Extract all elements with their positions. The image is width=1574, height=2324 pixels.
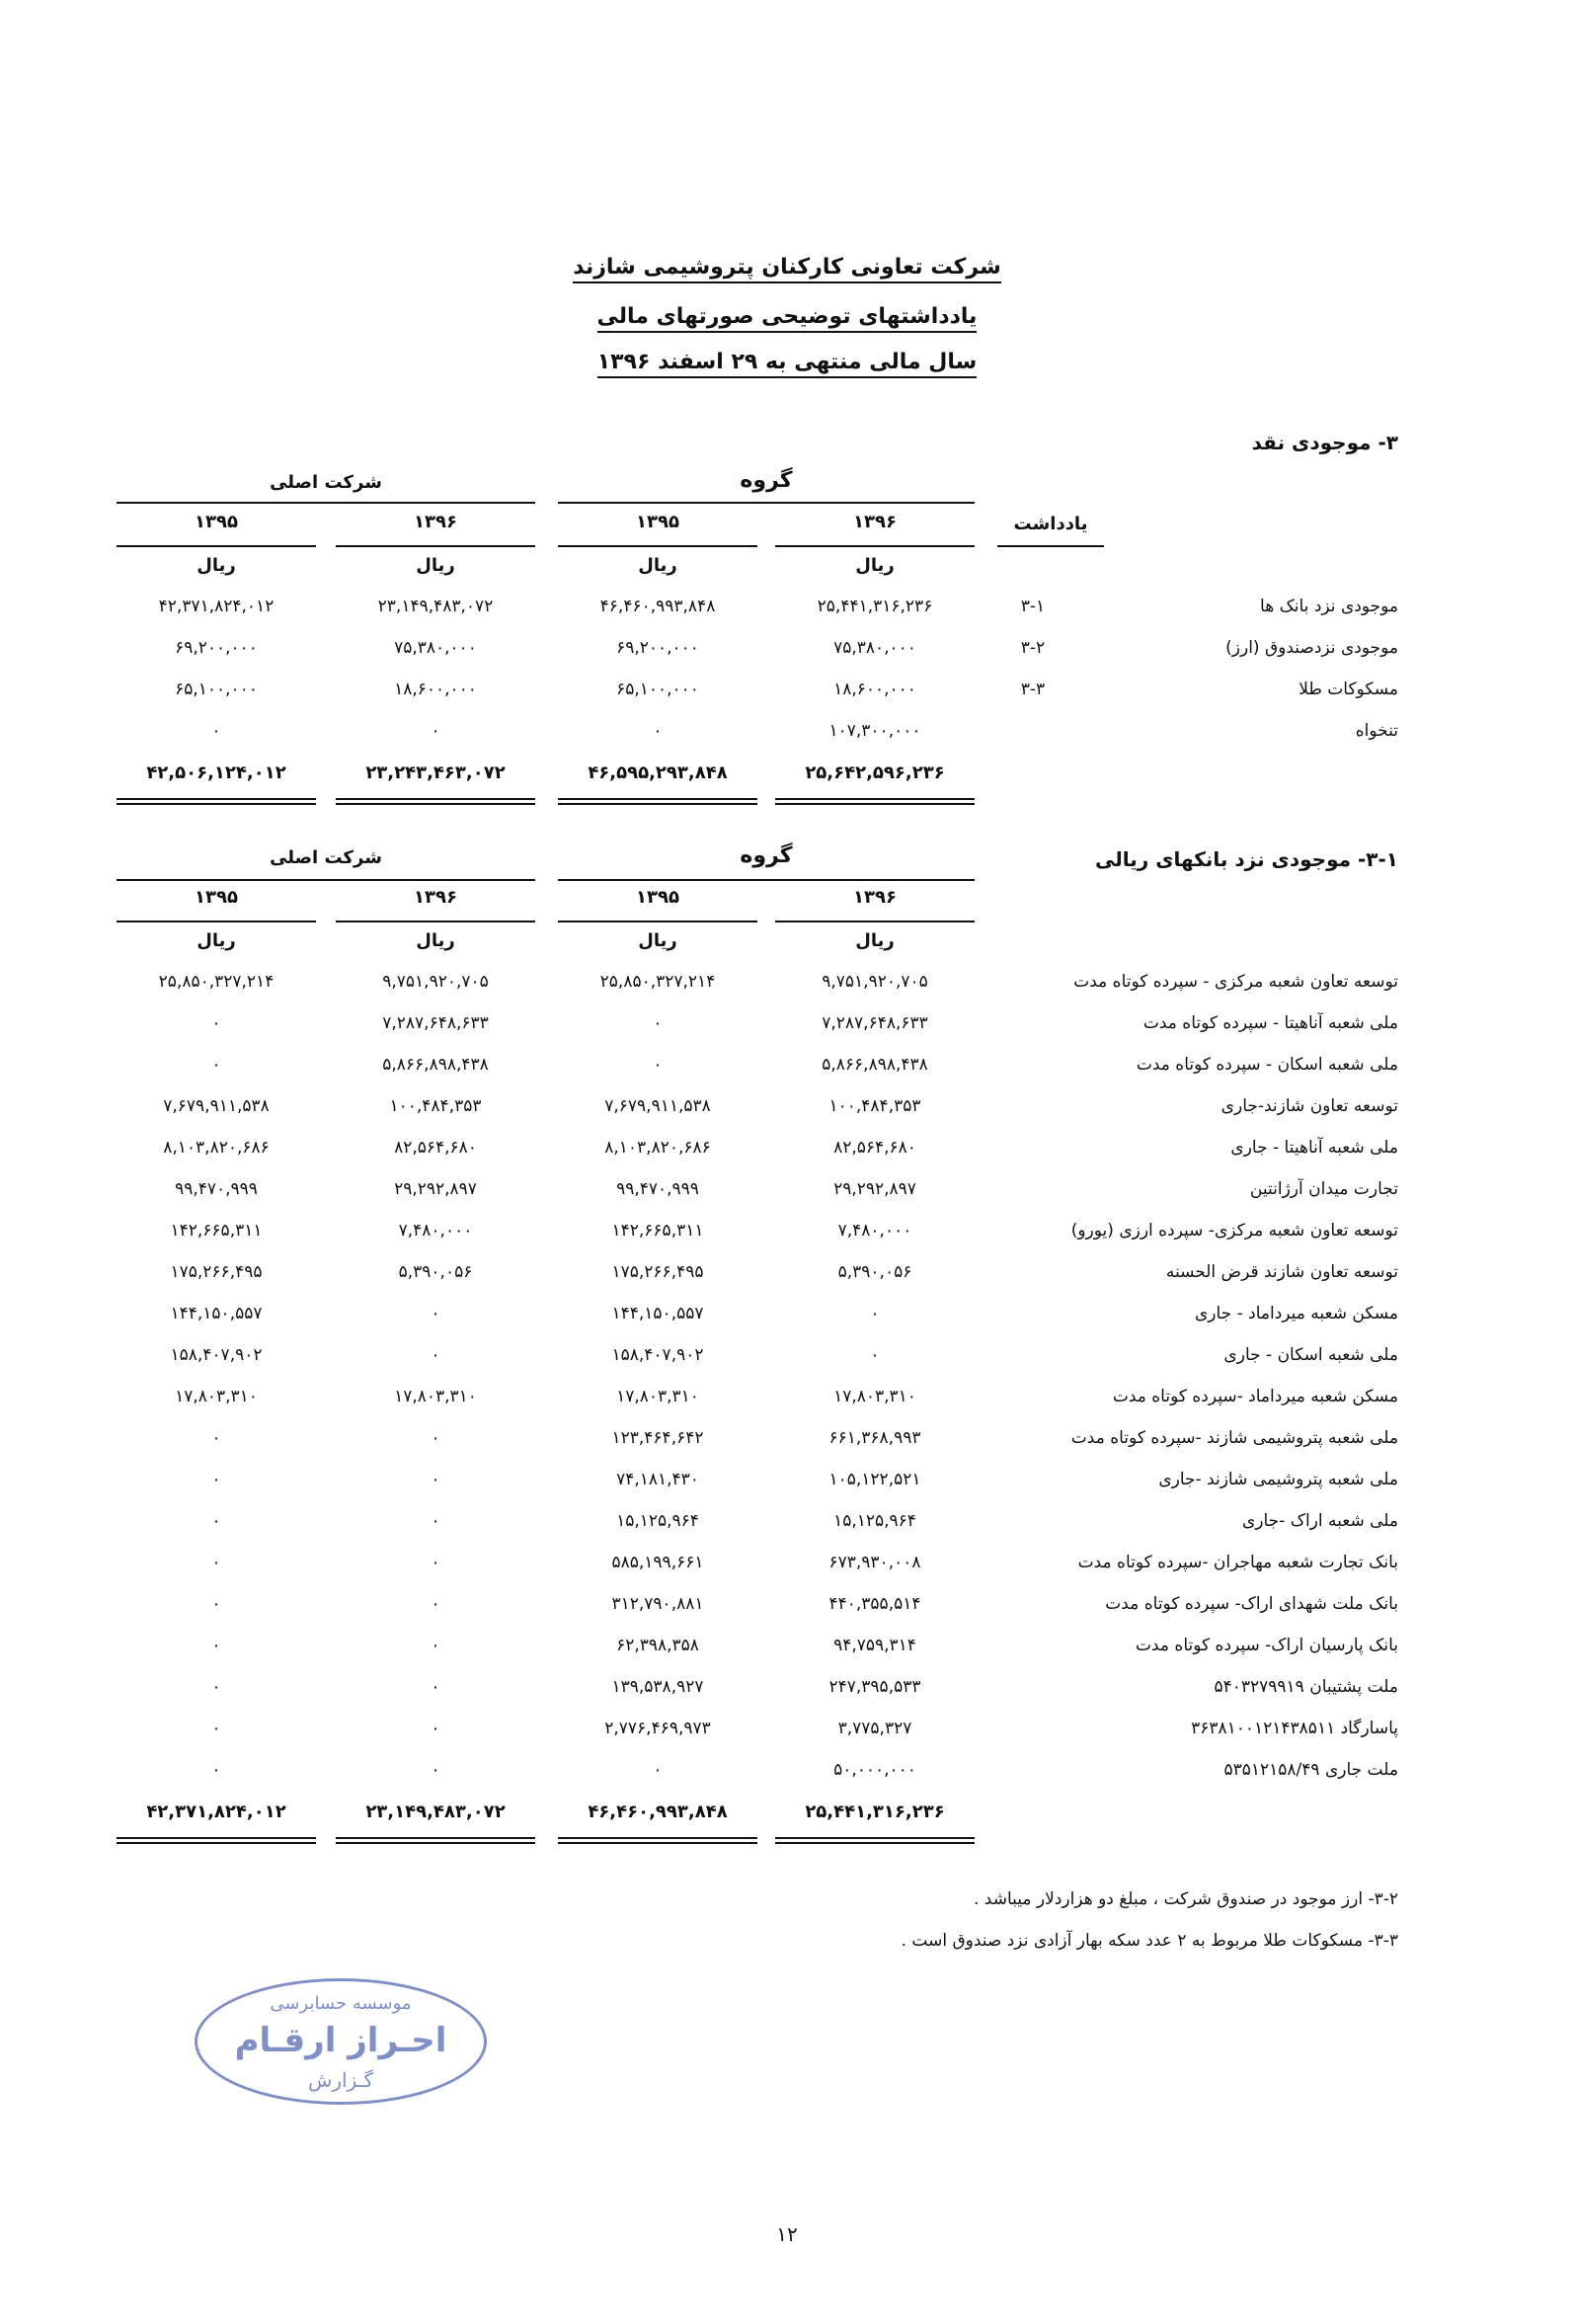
row-label: تنخواه bbox=[1355, 721, 1398, 741]
amount-cell: ۷۵,۳۸۰,۰۰۰ bbox=[394, 638, 477, 658]
amount-cell: ۷,۶۷۹,۹۱۱,۵۳۸ bbox=[163, 1096, 270, 1116]
amount-cell: ۴۴۰,۳۵۵,۵۱۴ bbox=[828, 1594, 921, 1614]
amount-cell: ۱۴۲,۶۶۵,۳۱۱ bbox=[170, 1221, 263, 1241]
amount-cell: ۷,۴۸۰,۰۰۰ bbox=[398, 1221, 473, 1241]
row-label: ملی شعبه اسکان - سپرده کوتاه مدت bbox=[1136, 1055, 1398, 1075]
amount-cell: ۱۳۹,۵۳۸,۹۲۷ bbox=[611, 1677, 704, 1697]
amount-cell: ۰ bbox=[211, 1553, 221, 1572]
row-label: پاسارگاد ۳۶۳۸۱۰۰۱۲۱۴۳۸۵۱۱ bbox=[1191, 1719, 1398, 1738]
footnote: ۳-۲- ارز موجود در صندوق شرکت ، مبلغ دو هزاردلار میباشد . bbox=[974, 1889, 1398, 1909]
note-column-header: یادداشت bbox=[1013, 514, 1088, 534]
group-header: گروه bbox=[740, 843, 793, 868]
total-cell: ۴۲,۳۷۱,۸۲۴,۰۱۲ bbox=[146, 1802, 286, 1822]
group-header: گروه bbox=[740, 468, 793, 493]
amount-cell: ۰ bbox=[211, 721, 221, 741]
row-label: موجودی نزد بانک ها bbox=[1260, 597, 1398, 616]
section-cash-title: ۳- موجودی نقد bbox=[1251, 431, 1398, 454]
amount-cell: ۰ bbox=[431, 1636, 440, 1655]
amount-cell: ۷,۲۸۷,۶۴۸,۶۳۳ bbox=[382, 1013, 489, 1033]
period-title: سال مالی منتهی به ۲۹ اسفند ۱۳۹۶ bbox=[0, 350, 1574, 374]
header-rule bbox=[117, 545, 316, 547]
stamp-line: گـزارش bbox=[307, 2068, 374, 2092]
amount-cell: ۸,۱۰۳,۸۲۰,۶۸۶ bbox=[163, 1138, 270, 1158]
amount-cell: ۰ bbox=[870, 1345, 880, 1365]
row-label: بانک پارسیان اراک- سپرده کوتاه مدت bbox=[1136, 1636, 1398, 1655]
row-label: مسکن شعبه میرداماد -سپرده کوتاه مدت bbox=[1112, 1387, 1398, 1406]
amount-cell: ۰ bbox=[211, 1594, 221, 1614]
amount-cell: ۰ bbox=[431, 1428, 440, 1448]
total-rule bbox=[558, 1837, 757, 1844]
unit-label: ریال bbox=[416, 930, 455, 951]
amount-cell: ۱۴۴,۱۵۰,۵۵۷ bbox=[611, 1304, 704, 1323]
unit-label: ریال bbox=[638, 555, 677, 576]
parent-company-header: شرکت اصلی bbox=[270, 472, 382, 493]
amount-cell: ۰ bbox=[211, 1677, 221, 1697]
amount-cell: ۵,۳۹۰,۰۵۶ bbox=[398, 1262, 473, 1282]
auditor-stamp bbox=[195, 1978, 487, 2105]
row-label: مسکوکات طلا bbox=[1299, 680, 1398, 699]
amount-cell: ۵۰,۰۰۰,۰۰۰ bbox=[833, 1760, 916, 1780]
amount-cell: ۹۹,۴۷۰,۹۹۹ bbox=[616, 1179, 699, 1199]
year-header: ۱۳۹۶ bbox=[853, 512, 897, 532]
row-label: ملت جاری ۵۳۵۱۲۱۵۸/۴۹ bbox=[1223, 1760, 1398, 1780]
amount-cell: ۶۷۳,۹۳۰,۰۰۸ bbox=[828, 1553, 921, 1572]
row-label: توسعه تعاون شعبه مرکزی- سپرده ارزی (یورو) bbox=[1070, 1221, 1398, 1241]
year-header: ۱۳۹۵ bbox=[636, 512, 679, 532]
amount-cell: ۰ bbox=[211, 1760, 221, 1780]
row-label: ملی شعبه پتروشیمی شازند -سپرده کوتاه مدت bbox=[1070, 1428, 1398, 1448]
amount-cell: ۴۲,۳۷۱,۸۲۴,۰۱۲ bbox=[158, 597, 275, 616]
amount-cell: ۶۹,۲۰۰,۰۰۰ bbox=[175, 638, 258, 658]
amount-cell: ۰ bbox=[431, 721, 440, 741]
row-label: ملی شعبه اراک -جاری bbox=[1241, 1511, 1398, 1531]
amount-cell: ۰ bbox=[211, 1055, 221, 1075]
amount-cell: ۱۲۳,۴۶۴,۶۴۲ bbox=[611, 1428, 704, 1448]
row-label: بانک تجارت شعبه مهاجران -سپرده کوتاه مدت bbox=[1077, 1553, 1398, 1572]
header-rule bbox=[775, 545, 975, 547]
amount-cell: ۸,۱۰۳,۸۲۰,۶۸۶ bbox=[604, 1138, 711, 1158]
amount-cell: ۱۵,۱۲۵,۹۶۴ bbox=[833, 1511, 916, 1531]
amount-cell: ۱۵,۱۲۵,۹۶۴ bbox=[616, 1511, 699, 1531]
amount-cell: ۰ bbox=[653, 1013, 663, 1033]
amount-cell: ۰ bbox=[431, 1760, 440, 1780]
row-note-ref: ۳-۳ bbox=[1020, 680, 1046, 699]
amount-cell: ۶۹,۲۰۰,۰۰۰ bbox=[616, 638, 699, 658]
row-label: توسعه تعاون شعبه مرکزی - سپرده کوتاه مدت bbox=[1073, 972, 1398, 992]
amount-cell: ۰ bbox=[211, 1013, 221, 1033]
footnote: ۳-۳- مسکوکات طلا مربوط به ۲ عدد سکه بهار آزادی نزد صندوق است . bbox=[901, 1931, 1398, 1951]
year-header: ۱۳۹۶ bbox=[853, 887, 897, 908]
parent-rule bbox=[117, 879, 535, 881]
total-rule bbox=[336, 798, 535, 805]
amount-cell: ۰ bbox=[211, 1511, 221, 1531]
stamp-line: موسسه حسابرسی bbox=[270, 1993, 412, 2014]
total-cell: ۴۲,۵۰۶,۱۲۴,۰۱۲ bbox=[146, 762, 286, 783]
amount-cell: ۵,۳۹۰,۰۵۶ bbox=[837, 1262, 912, 1282]
parent-rule bbox=[117, 502, 535, 504]
amount-cell: ۱۴۴,۱۵۰,۵۵۷ bbox=[170, 1304, 263, 1323]
row-note-ref: ۳-۱ bbox=[1020, 597, 1046, 616]
amount-cell: ۷۵,۳۸۰,۰۰۰ bbox=[833, 638, 916, 658]
stamp-line: احـراز ارقـام bbox=[234, 2021, 447, 2060]
total-rule bbox=[117, 798, 316, 805]
total-cell: ۲۵,۴۴۱,۳۱۶,۲۳۶ bbox=[805, 1802, 945, 1822]
row-label: ملی شعبه اسکان - جاری bbox=[1223, 1345, 1398, 1365]
amount-cell: ۰ bbox=[211, 1719, 221, 1738]
group-rule bbox=[558, 879, 975, 881]
amount-cell: ۰ bbox=[870, 1304, 880, 1323]
header-rule bbox=[336, 545, 535, 547]
unit-label: ریال bbox=[638, 930, 677, 951]
amount-cell: ۰ bbox=[653, 1760, 663, 1780]
year-header: ۱۳۹۶ bbox=[414, 887, 457, 908]
amount-cell: ۸۲,۵۶۴,۶۸۰ bbox=[833, 1138, 916, 1158]
amount-cell: ۷,۴۸۰,۰۰۰ bbox=[837, 1221, 912, 1241]
amount-cell: ۱۵۸,۴۰۷,۹۰۲ bbox=[170, 1345, 263, 1365]
amount-cell: ۱۸,۶۰۰,۰۰۰ bbox=[833, 680, 916, 699]
amount-cell: ۱۷,۸۰۳,۳۱۰ bbox=[175, 1387, 258, 1406]
unit-label: ریال bbox=[197, 555, 236, 576]
year-header: ۱۳۹۵ bbox=[195, 887, 238, 908]
row-label: توسعه تعاون شازند-جاری bbox=[1220, 1096, 1398, 1116]
amount-cell: ۵,۸۶۶,۸۹۸,۴۳۸ bbox=[382, 1055, 489, 1075]
total-cell: ۴۶,۵۹۵,۲۹۳,۸۴۸ bbox=[588, 762, 728, 783]
amount-cell: ۲۹,۲۹۲,۸۹۷ bbox=[394, 1179, 477, 1199]
amount-cell: ۳,۷۷۵,۳۲۷ bbox=[837, 1719, 912, 1738]
total-rule bbox=[775, 1837, 975, 1844]
amount-cell: ۶۲,۳۹۸,۳۵۸ bbox=[616, 1636, 699, 1655]
unit-label: ریال bbox=[197, 930, 236, 951]
total-rule bbox=[775, 798, 975, 805]
total-rule bbox=[117, 1837, 316, 1844]
amount-cell: ۰ bbox=[653, 721, 663, 741]
amount-cell: ۰ bbox=[211, 1636, 221, 1655]
amount-cell: ۰ bbox=[211, 1428, 221, 1448]
amount-cell: ۲۵,۸۵۰,۳۲۷,۲۱۴ bbox=[158, 972, 275, 992]
row-label: موجودی نزدصندوق (ارز) bbox=[1225, 638, 1398, 658]
year-header: ۱۳۹۵ bbox=[636, 887, 679, 908]
amount-cell: ۱۰۷,۳۰۰,۰۰۰ bbox=[828, 721, 921, 741]
year-header: ۱۳۹۶ bbox=[414, 512, 457, 532]
company-title: شرکت تعاونی کارکنان پتروشیمی شازند bbox=[0, 255, 1574, 280]
row-label: بانک ملت شهدای اراک- سپرده کوتاه مدت bbox=[1105, 1594, 1398, 1614]
amount-cell: ۰ bbox=[431, 1304, 440, 1323]
row-label: توسعه تعاون شازند قرض الحسنه bbox=[1165, 1262, 1398, 1282]
header-rule bbox=[336, 921, 535, 922]
total-cell: ۲۳,۱۴۹,۴۸۳,۰۷۲ bbox=[365, 1802, 506, 1822]
amount-cell: ۵۸۵,۱۹۹,۶۶۱ bbox=[611, 1553, 704, 1572]
row-label: مسکن شعبه میرداماد - جاری bbox=[1194, 1304, 1398, 1323]
header-rule bbox=[558, 545, 757, 547]
amount-cell: ۰ bbox=[431, 1677, 440, 1697]
total-cell: ۲۳,۲۴۳,۴۶۳,۰۷۲ bbox=[365, 762, 506, 783]
amount-cell: ۴۶,۴۶۰,۹۹۳,۸۴۸ bbox=[599, 597, 716, 616]
amount-cell: ۲۳,۱۴۹,۴۸۳,۰۷۲ bbox=[377, 597, 494, 616]
amount-cell: ۰ bbox=[431, 1470, 440, 1489]
section-bank-title: ۳-۱- موجودی نزد بانکهای ریالی bbox=[1094, 847, 1398, 871]
amount-cell: ۳۱۲,۷۹۰,۸۸۱ bbox=[611, 1594, 704, 1614]
amount-cell: ۱۷۵,۲۶۶,۴۹۵ bbox=[170, 1262, 263, 1282]
amount-cell: ۲۵,۴۴۱,۳۱۶,۲۳۶ bbox=[817, 597, 933, 616]
row-label: ملی شعبه آناهیتا - سپرده کوتاه مدت bbox=[1142, 1013, 1398, 1033]
row-label: تجارت میدان آرژانتین bbox=[1249, 1179, 1398, 1199]
year-header: ۱۳۹۵ bbox=[195, 512, 238, 532]
total-cell: ۴۶,۴۶۰,۹۹۳,۸۴۸ bbox=[588, 1802, 728, 1822]
header-rule bbox=[117, 921, 316, 922]
amount-cell: ۱۰۵,۱۲۲,۵۲۱ bbox=[828, 1470, 921, 1489]
amount-cell: ۵,۸۶۶,۸۹۸,۴۳۸ bbox=[822, 1055, 928, 1075]
page-number: ۱۲ bbox=[776, 2222, 798, 2246]
amount-cell: ۶۵,۱۰۰,۰۰۰ bbox=[616, 680, 699, 699]
total-cell: ۲۵,۶۴۲,۵۹۶,۲۳۶ bbox=[805, 762, 945, 783]
amount-cell: ۰ bbox=[431, 1511, 440, 1531]
amount-cell: ۰ bbox=[211, 1470, 221, 1489]
amount-cell: ۲,۷۷۶,۴۶۹,۹۷۳ bbox=[604, 1719, 711, 1738]
amount-cell: ۰ bbox=[431, 1553, 440, 1572]
unit-label: ریال bbox=[855, 555, 895, 576]
parent-company-header: شرکت اصلی bbox=[270, 847, 382, 868]
amount-cell: ۰ bbox=[653, 1055, 663, 1075]
amount-cell: ۷,۶۷۹,۹۱۱,۵۳۸ bbox=[604, 1096, 711, 1116]
amount-cell: ۹۴,۷۵۹,۳۱۴ bbox=[833, 1636, 916, 1655]
amount-cell: ۲۵,۸۵۰,۳۲۷,۲۱۴ bbox=[599, 972, 716, 992]
amount-cell: ۸۲,۵۶۴,۶۸۰ bbox=[394, 1138, 477, 1158]
total-rule bbox=[558, 798, 757, 805]
amount-cell: ۲۹,۲۹۲,۸۹۷ bbox=[833, 1179, 916, 1199]
amount-cell: ۱۷,۸۰۳,۳۱۰ bbox=[616, 1387, 699, 1406]
amount-cell: ۱۵۸,۴۰۷,۹۰۲ bbox=[611, 1345, 704, 1365]
document-subtitle: یادداشتهای توضیحی صورتهای مالی bbox=[0, 304, 1574, 329]
amount-cell: ۶۶۱,۳۶۸,۹۹۳ bbox=[828, 1428, 921, 1448]
amount-cell: ۹۹,۴۷۰,۹۹۹ bbox=[175, 1179, 258, 1199]
amount-cell: ۰ bbox=[431, 1345, 440, 1365]
amount-cell: ۷,۲۸۷,۶۴۸,۶۳۳ bbox=[822, 1013, 928, 1033]
group-rule bbox=[558, 502, 975, 504]
unit-label: ریال bbox=[416, 555, 455, 576]
amount-cell: ۰ bbox=[431, 1719, 440, 1738]
amount-cell: ۱۷,۸۰۳,۳۱۰ bbox=[833, 1387, 916, 1406]
amount-cell: ۱۰۰,۴۸۴,۳۵۳ bbox=[389, 1096, 482, 1116]
amount-cell: ۱۷,۸۰۳,۳۱۰ bbox=[394, 1387, 477, 1406]
amount-cell: ۰ bbox=[431, 1594, 440, 1614]
row-note-ref: ۳-۲ bbox=[1020, 638, 1046, 658]
amount-cell: ۲۴۷,۳۹۵,۵۳۳ bbox=[828, 1677, 921, 1697]
amount-cell: ۱۸,۶۰۰,۰۰۰ bbox=[394, 680, 477, 699]
row-label: ملی شعبه پتروشیمی شازند -جاری bbox=[1158, 1470, 1398, 1489]
amount-cell: ۷۴,۱۸۱,۴۳۰ bbox=[616, 1470, 699, 1489]
amount-cell: ۶۵,۱۰۰,۰۰۰ bbox=[175, 680, 258, 699]
row-label: ملی شعبه آناهیتا - جاری bbox=[1230, 1138, 1398, 1158]
amount-cell: ۱۷۵,۲۶۶,۴۹۵ bbox=[611, 1262, 704, 1282]
header-rule bbox=[997, 545, 1104, 547]
amount-cell: ۱۴۲,۶۶۵,۳۱۱ bbox=[611, 1221, 704, 1241]
amount-cell: ۱۰۰,۴۸۴,۳۵۳ bbox=[828, 1096, 921, 1116]
unit-label: ریال bbox=[855, 930, 895, 951]
amount-cell: ۹,۷۵۱,۹۲۰,۷۰۵ bbox=[822, 972, 928, 992]
amount-cell: ۹,۷۵۱,۹۲۰,۷۰۵ bbox=[382, 972, 489, 992]
row-label: ملت پشتیبان ۵۴۰۳۲۷۹۹۱۹ bbox=[1214, 1677, 1398, 1697]
total-rule bbox=[336, 1837, 535, 1844]
header-rule bbox=[775, 921, 975, 922]
header-rule bbox=[558, 921, 757, 922]
